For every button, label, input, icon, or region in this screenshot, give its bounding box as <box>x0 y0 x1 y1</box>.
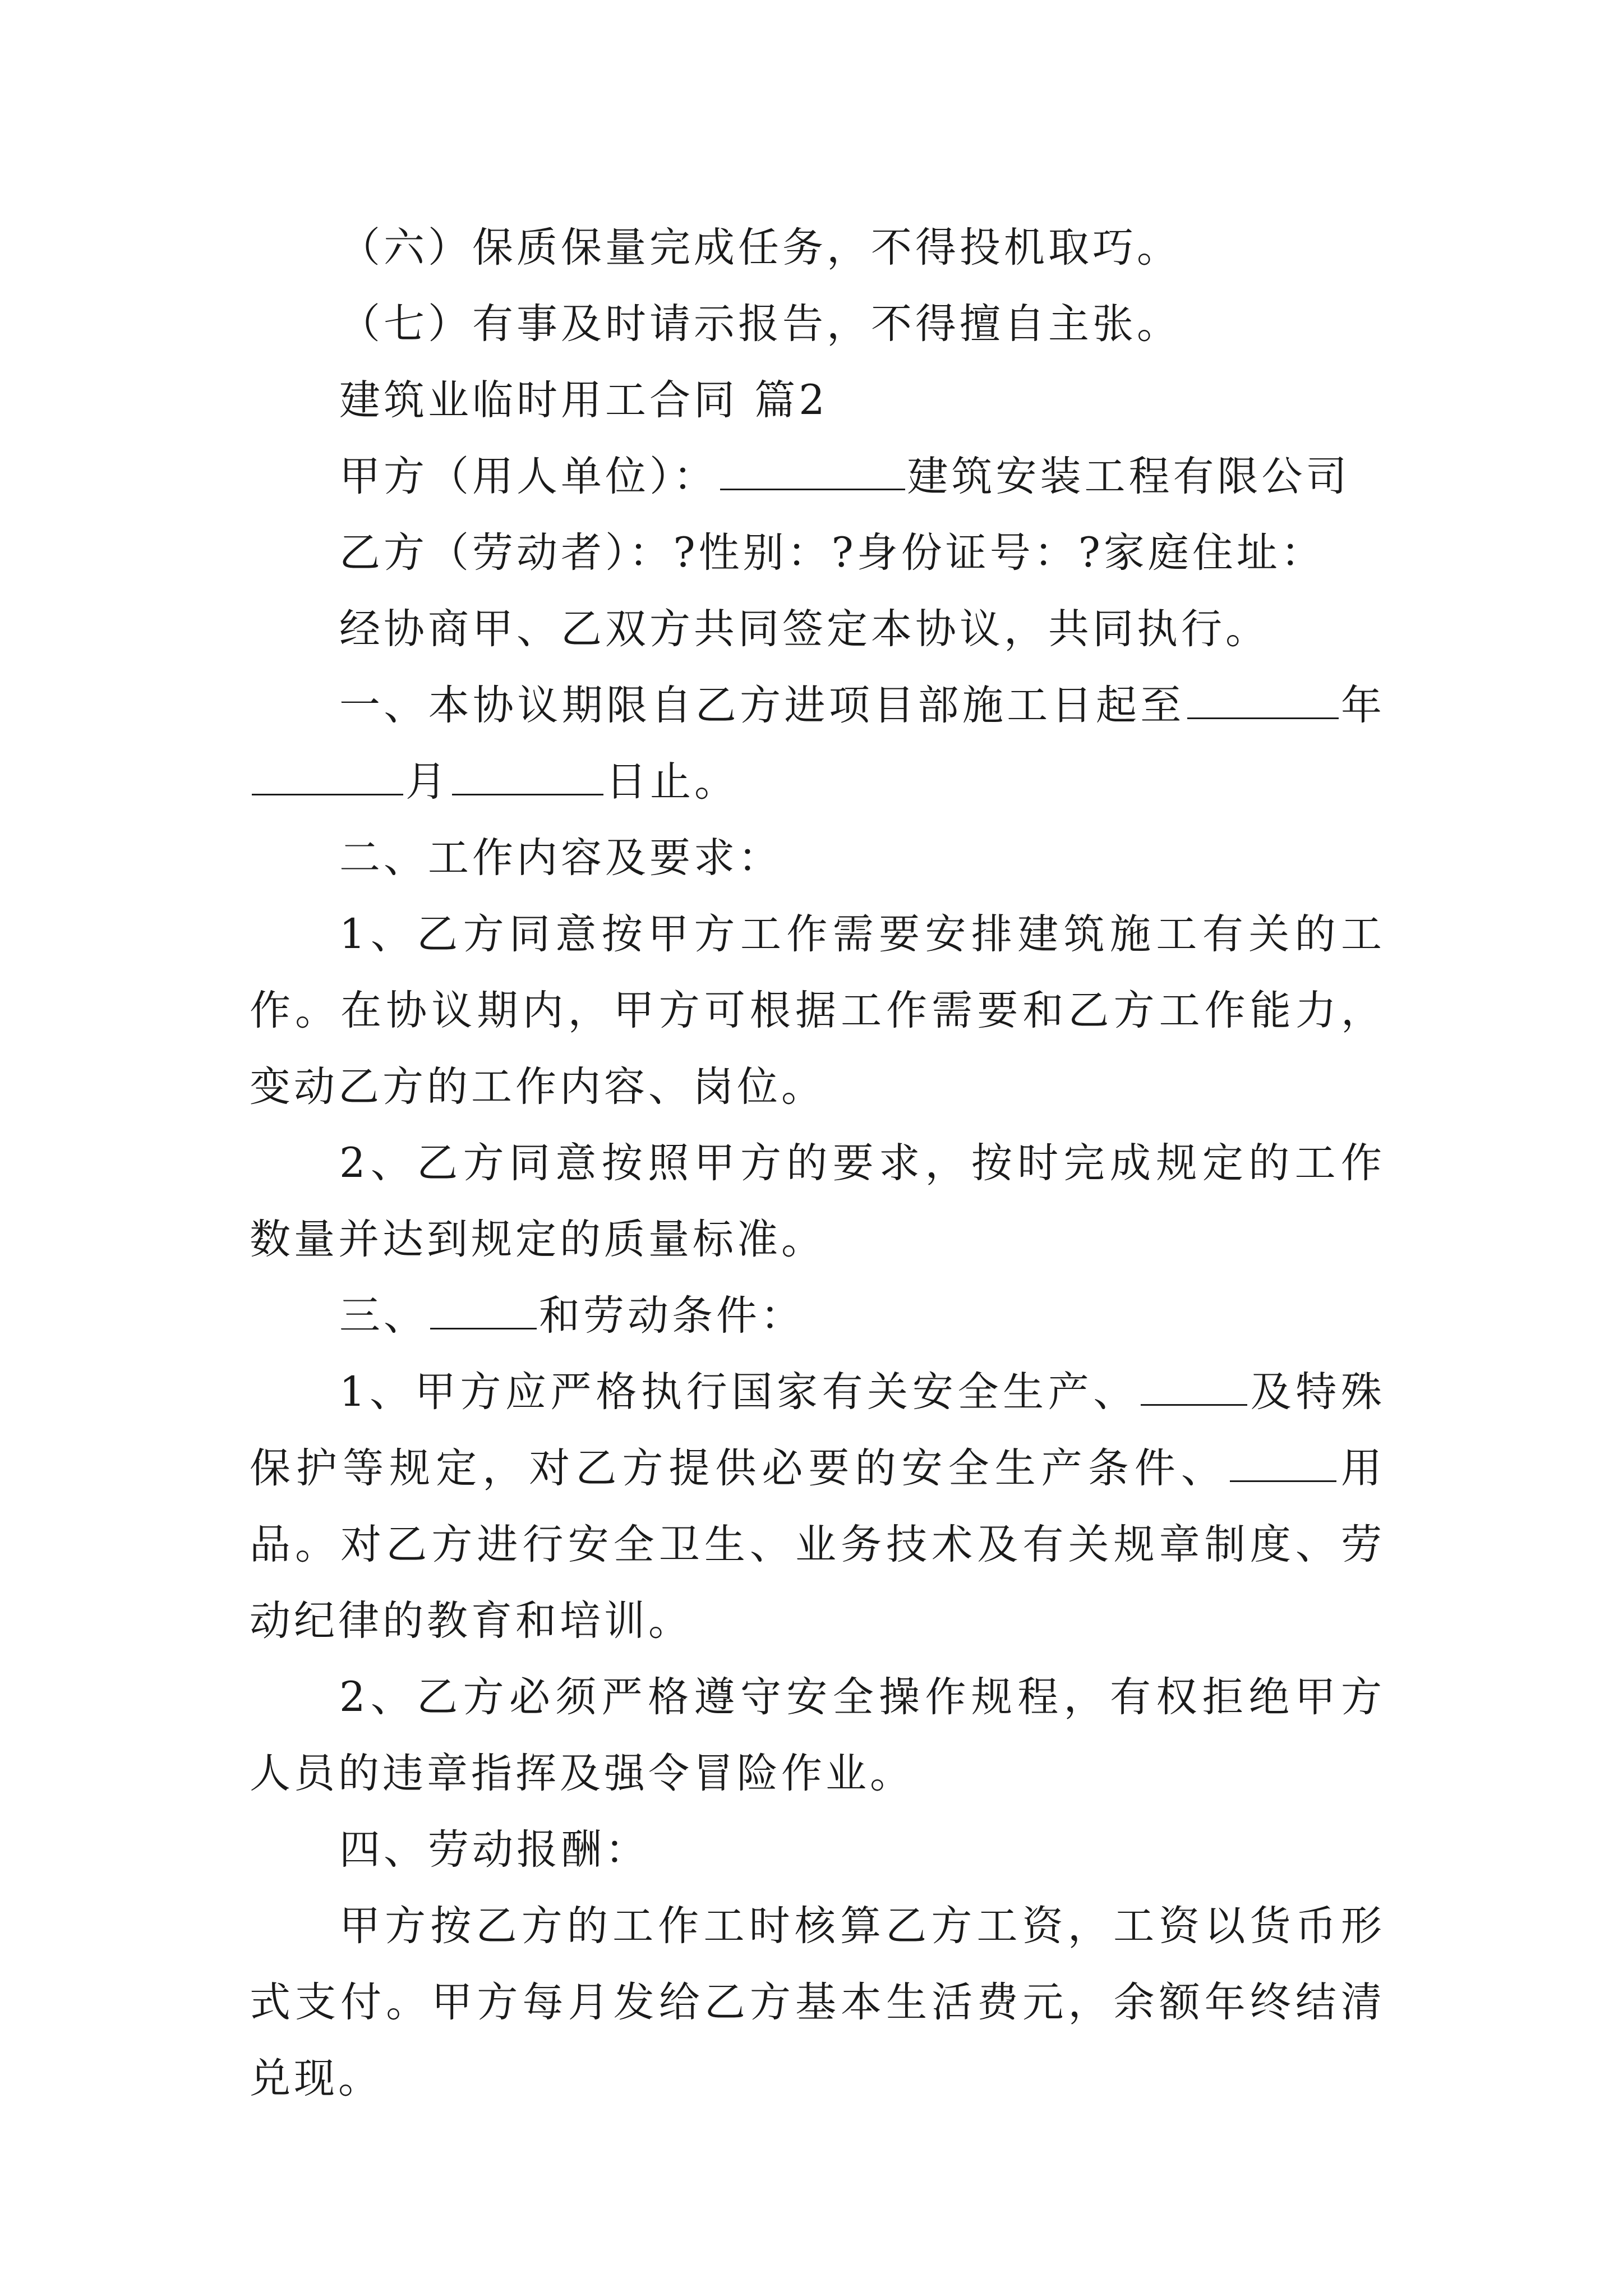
section-three-blank <box>430 1292 537 1329</box>
term-year-blank <box>1187 682 1339 719</box>
party-b-line: 乙方（劳动者）：?性别：?身份证号：?家庭住址： <box>339 529 1325 577</box>
contract-title: 建筑业临时用工合同 篇2 <box>339 376 828 424</box>
section-three-heading: 三、 和劳动条件： <box>339 1292 805 1340</box>
section-four-body: 甲方按乙方的工作工时核算乙方工资，工资以货币形式支付。甲方每月发给乙方基本生活费元，余额年终结清兑现。 <box>250 1902 1385 2102</box>
party-a-blank <box>720 453 905 490</box>
safety-blank-one <box>1141 1368 1247 1406</box>
clause-seven: （七）有事及时请示报告，不得擅自主张。 <box>339 300 1181 348</box>
party-a-line: 甲方（用人单位）： 建筑安装工程有限公司 <box>339 453 1350 500</box>
term-month-blank <box>252 758 403 795</box>
section-three-item-one: 1、甲方应严格执行国家有关安全生产、 及特殊保护等规定，对乙方提供必要的安全生产条件、 用品。对乙方进行安全卫生、业务技术及有关规章制度、劳动纪律的教育和培训。 <box>250 1368 1386 1645</box>
term-clause: 一、本协议期限自乙方进项目部施工日起至 年月 日止。 <box>250 668 1385 820</box>
section-three-item-two: 2、乙方必须严格遵守安全操作规程，有权拒绝甲方人员的违章指挥及强令冒险作业。 <box>250 1673 1385 1797</box>
section-two-heading: 二、工作内容及要求： <box>339 834 782 882</box>
agreement-line: 经协商甲、乙双方共同签定本协议，共同执行。 <box>339 605 1270 653</box>
safety-blank-two <box>1230 1444 1336 1482</box>
section-four-heading: 四、劳动报酬： <box>339 1826 649 1874</box>
section-two-item-one: 1、乙方同意按甲方工作需要安排建筑施工有关的工作。在协议期内，甲方可根据工作需要和乙方工作能力，变动乙方的工作内容、岗位。 <box>250 910 1385 1111</box>
document-body <box>250 210 1385 2117</box>
section-two-item-two: 2、乙方同意按照甲方的要求，按时完成规定的工作数量并达到规定的质量标准。 <box>250 1139 1385 1263</box>
term-day-blank <box>452 758 603 795</box>
clause-six: （六）保质保量完成任务，不得投机取巧。 <box>339 224 1181 272</box>
